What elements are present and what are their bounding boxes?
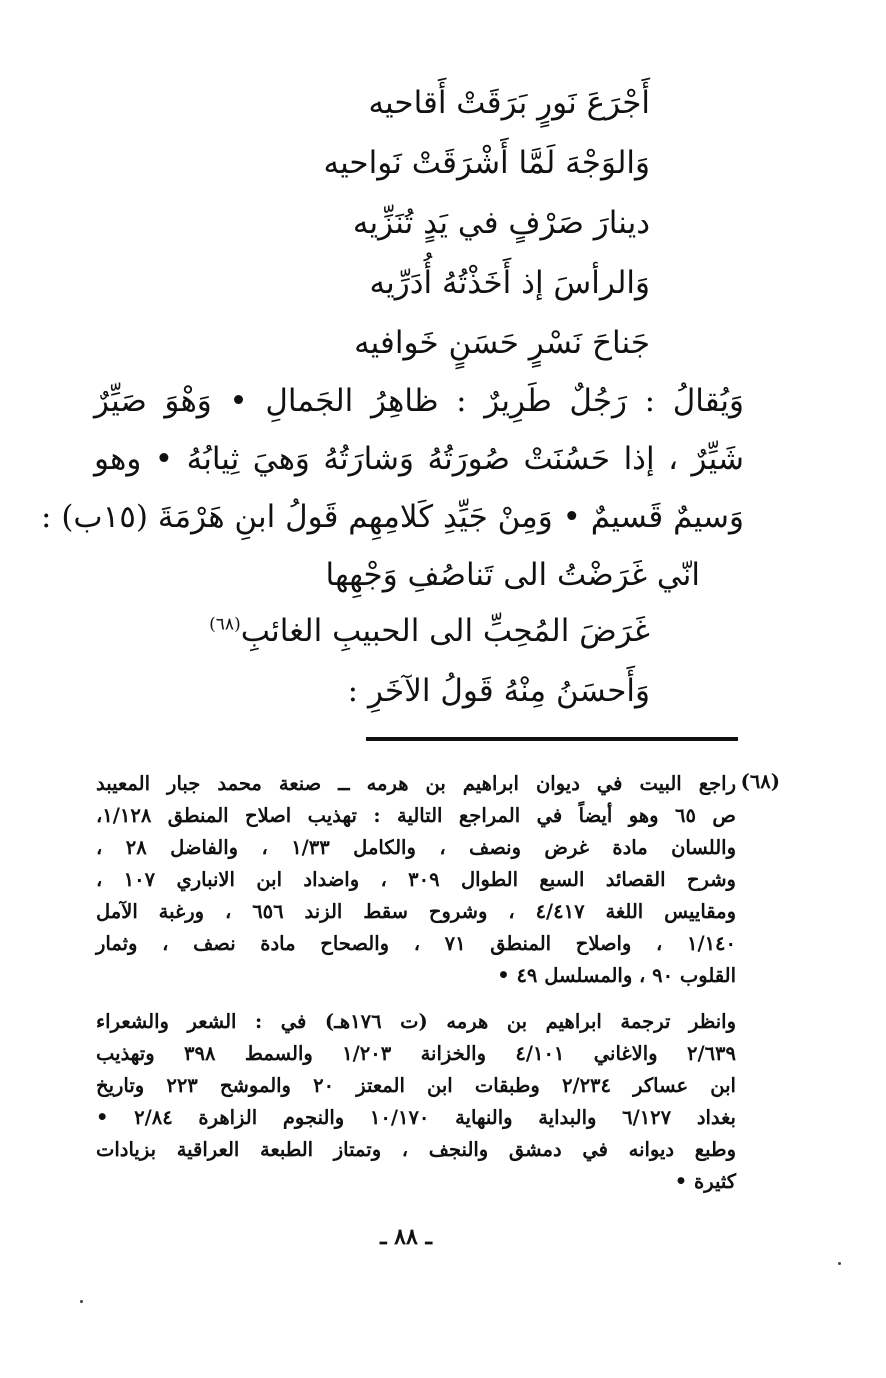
footnote-number: (٦٨)	[740, 770, 780, 793]
poem-line: جَناحَ نَسْرٍ حَسَنٍ خَوافيه	[354, 325, 650, 361]
quote-line-1: انّي غَرَضْتُ الى تَناصُفِ وَجْهِها	[325, 557, 700, 593]
footnote-line: وطبع ديوانه في دمشق والنجف ، وتمتاز الطبعة العراقية بزيادات	[96, 1138, 736, 1161]
footnote-marker: (٦٨)	[209, 614, 241, 635]
prose-line: شَيِّرٌ ، إذا حَسُنَتْ صُورَتُهُ وَشارَتُهُ وَهيَ ثِيابُهُ • وهو	[94, 441, 744, 477]
scan-speck	[80, 1300, 83, 1303]
footnote-line: ص ٦٥ وهو أيضاً في المراجع التالية : تهذيب اصلاح المنطق ١/١٢٨،	[96, 804, 736, 827]
poem-line: وَالوَجْهَ لَمَّا أَشْرَقَتْ نَواحيه	[323, 145, 650, 181]
transition-line: وَأَحسَنُ مِنْهُ قَولُ الآخَرِ :	[347, 673, 650, 709]
footnote-divider	[366, 737, 738, 741]
quote-line-2	[209, 613, 650, 649]
footnote-line: ومقاييس اللغة ٤/٤١٧ ، وشروح سقط الزند ٦٥٦ ، ورغبة الآمل	[96, 900, 736, 923]
page-number: ـ ٨٨ ـ	[380, 1224, 432, 1250]
scan-speck	[838, 1262, 841, 1265]
footnote-line: وشرح القصائد السبع الطوال ٣٠٩ ، واضداد ابن الانباري ١٠٧ ،	[96, 868, 736, 891]
poem-line: أَجْرَعَ نَورٍ بَرَقَتْ أَقاحيه	[368, 85, 650, 121]
footnote-line: ابن عساكر ٢/٢٣٤ وطبقات ابن المعتز ٢٠ والموشح ٢٢٣ وتاريخ	[96, 1074, 736, 1097]
poem-line: وَالرأسَ إذ أَخَذْتُهُ أُدَرِّيه	[369, 265, 650, 301]
footnote-line: ١/١٤٠ ، واصلاح المنطق ٧١ ، والصحاح مادة نصف ، وثمار	[96, 932, 736, 955]
footnote-line: راجع البيت في ديوان ابراهيم بن هرمه ــ صنعة محمد جبار المعيبد	[96, 772, 736, 795]
prose-line: وَسيمٌ قَسيمٌ • وَمِنْ جَيِّدِ كَلامِهِم قَولُ ابنِ هَرْمَةَ (١٥ب) :	[41, 499, 744, 535]
footnote-line: كثيرة •	[674, 1170, 736, 1193]
footnote-line: بغداد ٦/١٢٧ والبداية والنهاية ١٠/١٧٠ والنجوم الزاهرة ٢/٨٤ •	[96, 1106, 736, 1129]
footnote-line: ٢/٦٣٩ والاغاني ٤/١٠١ والخزانة ١/٢٠٣ والسمط ٣٩٨ وتهذيب	[96, 1042, 736, 1065]
footnote-line: القلوب ٩٠ ، والمسلسل ٤٩ •	[497, 964, 736, 987]
quote-line-2-text: غَرَضَ المُحِبِّ الى الحبيبِ الغائبِ	[240, 613, 650, 649]
prose-line: وَيُقالُ : رَجُلٌ طَرِيرٌ : ظاهِرُ الجَمالِ • وَهْوَ صَيِّرٌ	[94, 383, 744, 419]
footnote-line: واللسان مادة غرض ونصف ، والكامل ١/٣٣ ، والفاضل ٢٨ ،	[96, 836, 736, 859]
footnote-line: وانظر ترجمة ابراهيم بن هرمه (ت ١٧٦هـ) في : الشعر والشعراء	[96, 1010, 736, 1033]
poem-line: دينارَ صَرْفٍ في يَدٍ تُنَزِّيه	[352, 205, 650, 241]
